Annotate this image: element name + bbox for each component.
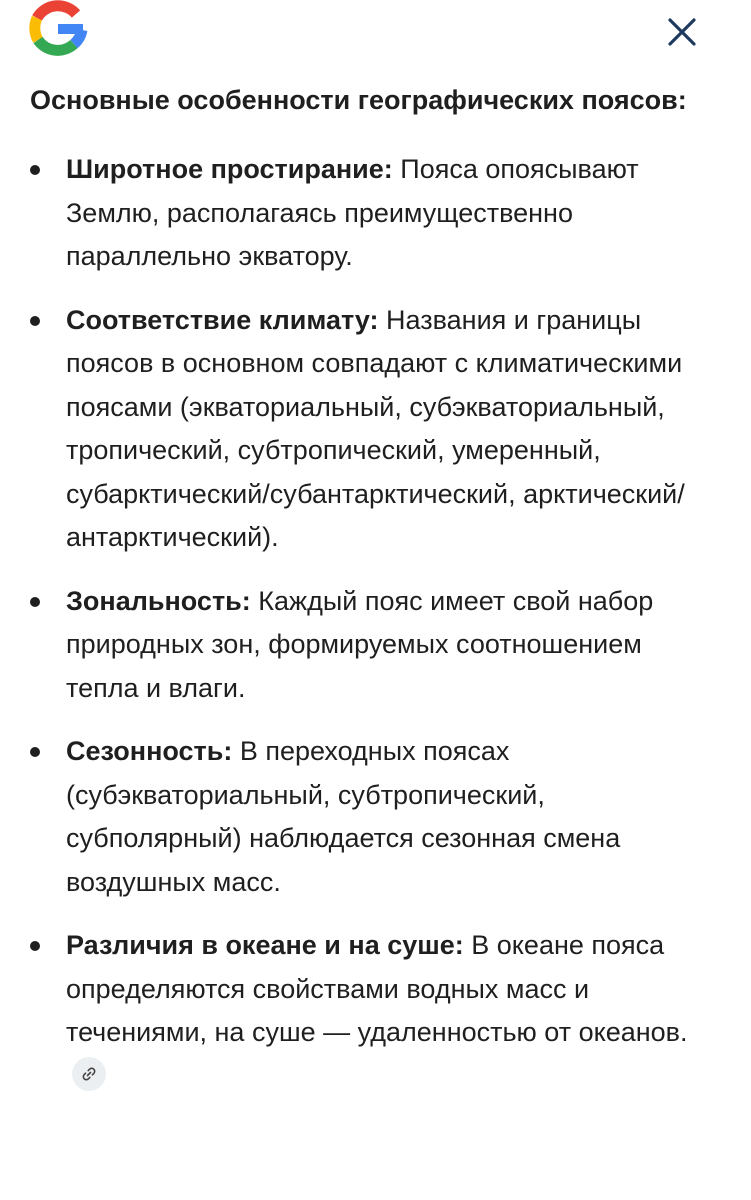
features-list	[30, 148, 720, 1098]
list-item	[30, 299, 720, 560]
item-term: Сезонность:	[66, 736, 233, 766]
item-term: Зональность:	[66, 585, 251, 616]
link-icon	[80, 1065, 98, 1083]
source-link-button[interactable]	[72, 1057, 106, 1091]
bullet-icon	[30, 941, 40, 951]
item-term: Соответствие климату:	[66, 304, 379, 335]
google-logo-icon	[28, 0, 88, 56]
answer-content	[30, 78, 720, 1118]
item-text: Каждый пояс имеет свой набор природных зон, формируемых соотношением тепла и влаги.	[66, 585, 654, 703]
bullet-icon	[30, 747, 40, 757]
item-text: Пояса опоясывают Землю, располагаясь преимущественно параллельно экватору.	[66, 154, 639, 271]
bullet-icon	[30, 165, 40, 175]
item-term: Широтное простирание:	[66, 154, 393, 184]
bullet-icon	[30, 316, 40, 326]
item-text: В переходных поясах (субэкваториальный, субтропический, субполярный) наблюдается сезонная смена воздушных масс.	[66, 736, 621, 897]
item-term: Различия в океане и на суше:	[66, 930, 464, 960]
item-text: Названия и границы поясов в основном совпадают с климатическими поясами (экваториальный, субэкваториальный, тропический, субтропический, умеренный, субарктический/субантарктический, арктический/антарктический).	[66, 304, 685, 552]
bullet-icon	[30, 597, 40, 607]
list-item	[30, 730, 720, 904]
section-heading: Основные особенности географических поясов:	[30, 85, 687, 115]
item-text: В океане пояса определяются свойствами водных масс и течениями, на суше — удаленностью от океанов.	[66, 930, 688, 1047]
close-icon	[660, 10, 704, 54]
close-button[interactable]	[660, 10, 704, 54]
list-item	[30, 148, 720, 279]
list-item	[30, 580, 720, 711]
list-item	[30, 924, 720, 1098]
top-bar	[0, 0, 751, 64]
